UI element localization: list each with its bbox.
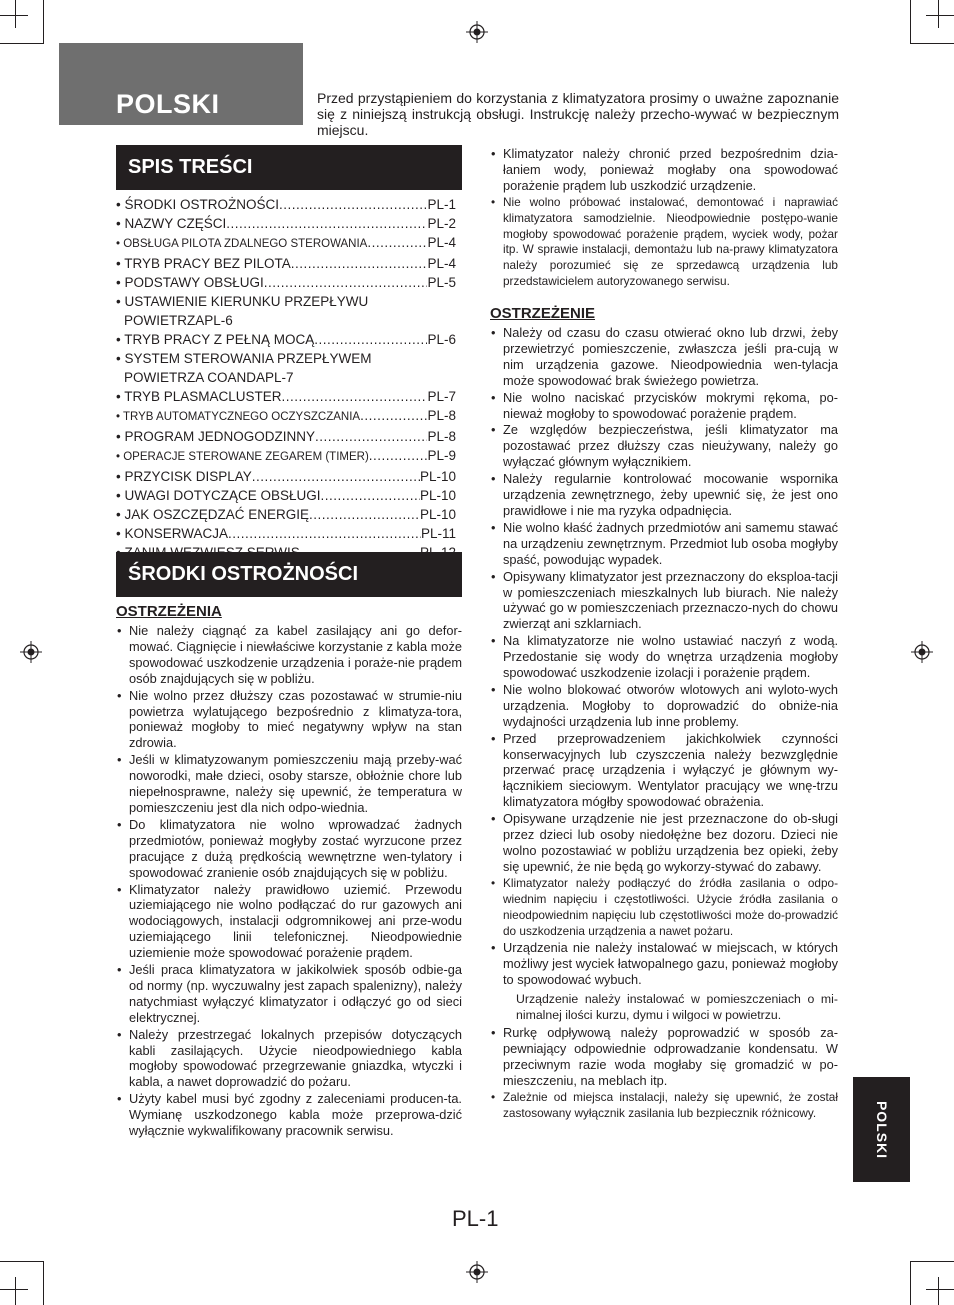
list-item: • Użyty kabel musi być zgodny z zaleceniami producen-ta. Wymianę uszkodzonego kabla może przeprowa-dzić wyłącznie wykwalifikowany pracownik serwisu. — [116, 1091, 462, 1139]
list-item: • Opisywane urządzenie nie jest przeznaczone do ob-sługi przez dzieci lub osoby niedołężne bez dozoru. Dzieci nie wolno pozostawiać w pobliżu urządzenia bez opieki, żeby się upewnić, że nie będą go wykorzy-stywać do zabawy. — [490, 811, 838, 875]
list-item: • Przed przeprowadzeniem jakichkolwiek czynności konserwacyjnych lub czyszczenia należy bezwzględnie przerwać pracę urządzenia i wyłączyć je głównym wy-łącznikiem sieciowym. Wentylator pracujący we wnę-trzu klimatyzatora mógłby spowodować obrażenia. — [490, 731, 838, 811]
toc-item-label: • TRYB PLASMACLUSTER — [116, 389, 282, 404]
toc-item — [116, 330, 456, 349]
toc-item — [116, 486, 456, 505]
toc-page: PL-5 — [427, 275, 456, 290]
toc-leader — [282, 387, 428, 406]
toc-item — [116, 446, 456, 467]
toc-page: PL-4 — [427, 256, 456, 271]
list-item: • Klimatyzator należy prawidłowo uziemić. Przewodu uziemiającego nie wolno podłączać do rur gazowych ani wodociągowych, instalacji odgromnikowej ani prze-wodu uziemiającego linii telefonicznej. Nieodpowiednie uziemienie może spowodować porażenie prądem. — [116, 882, 462, 962]
toc-leader — [315, 427, 427, 446]
toc-item-label: • TRYB PRACY Z PEŁNĄ MOCĄ — [116, 332, 315, 347]
caution-note: Urządzenie należy instalować w pomieszczeniach o mi-nimalnej ilości kurzu, dymu i wilgoci w powietrzu. — [516, 992, 838, 1023]
registration-mark-icon — [20, 641, 42, 663]
toc-item — [116, 214, 456, 233]
toc-item — [116, 505, 456, 524]
toc-page: PL-8 — [427, 408, 456, 423]
toc-item-label: • PROGRAM JEDNOGODZINNY — [116, 429, 315, 444]
toc-item-label: • OPERACJE STEROWANE ZEGAREM (TIMER) — [116, 451, 369, 463]
toc-item — [116, 195, 456, 214]
list-item: • Zależnie od miejsca instalacji, należy się upewnić, że został zastosowany wyłącznik zasilania lub bezpiecznik różnicowy. — [490, 1090, 838, 1122]
list-item: • Klimatyzator należy chronić przed bezpośrednim dzia-łaniem wody, ponieważ mogłaby ona spowodować porażenie prądem lub uszkodzić urządzenie. — [490, 146, 838, 194]
toc-item-label: • KONSERWACJA — [116, 526, 228, 541]
toc-item — [116, 254, 456, 273]
toc-leader — [264, 273, 428, 292]
toc-page: PL-10 — [419, 488, 456, 503]
toc-page: PL-2 — [427, 216, 456, 231]
toc-leader — [309, 505, 420, 524]
list-item: • Opisywany klimatyzator jest przeznaczony do eksploa-tacji w pomieszczeniach mieszkalnych lub biurach. Nie należy używać go w pomieszczeniach przeznaczo-nych do chowu zwierząt ani szklarniach. — [490, 569, 838, 633]
toc-heading: SPIS TREŚCI — [116, 145, 462, 190]
warnings-list — [116, 623, 462, 1140]
warnings-heading: OSTRZEŻENIA — [116, 603, 222, 620]
crop-mark — [910, 1261, 954, 1262]
crop-mark — [938, 1277, 939, 1305]
toc-leader — [321, 486, 420, 505]
registration-mark-icon — [466, 21, 488, 43]
toc-item-label: POWIETRZA — [124, 313, 205, 328]
toc-item-label: • OBSŁUGA PILOTA ZDALNEGO STEROWANIA — [116, 238, 368, 250]
toc-item-label: • NAZWY CZĘŚCI — [116, 216, 227, 231]
toc-item — [116, 406, 456, 427]
crop-mark — [938, 0, 939, 28]
toc-item-label: • PODSTAWY OBSŁUGI — [116, 275, 264, 290]
toc-item — [116, 467, 456, 486]
crop-mark — [43, 1261, 44, 1305]
toc-page: PL-6 — [204, 313, 233, 328]
toc-leader — [314, 330, 427, 349]
toc-page: PL-10 — [419, 507, 456, 522]
toc-leader — [291, 254, 428, 273]
crop-mark — [15, 0, 16, 28]
toc-leader — [279, 195, 427, 214]
toc-item — [116, 524, 456, 543]
list-item: • Nie wolno próbować instalować, demontować i naprawiać klimatyzatora samodzielnie. Nieodpowiednie postępo-wanie mogłoby spowodować porażenie prądem, wyciek wody, pożar itp. W sprawie instalacji, demontażu lub na-prawy klimatyzatora należy porozumieć się ze sprzedawcą urządzenia lub przedstawicielem autoryzowanego serwisu. — [490, 195, 838, 290]
intro-paragraph: Przed przystąpieniem do korzystania z klimatyzatora prosimy o uważne zapoznanie się z niniejszą instrukcją obsługi. Instrukcję należy przecho-wywać w bezpiecznym miejscu. — [317, 90, 839, 138]
toc-leader — [252, 467, 420, 486]
list-item: • Nie wolno naciskać przycisków mokrymi rękoma, po-nieważ mogłoby to spowodować porażenie prądem. — [490, 390, 838, 422]
list-item: • Należy przestrzegać lokalnych przepisów dotyczących kabli zasilających. Użycie nieodpowiedniego kabla mogłoby spowodować przegrzewanie gniazdka, wtyczki i kabla, a nawet doprowadzić do pożaru. — [116, 1027, 462, 1091]
toc-page: PL-7 — [265, 370, 294, 385]
toc-page: PL-10 — [419, 469, 456, 484]
crop-mark — [0, 15, 28, 16]
list-item: • Nie wolno przez dłuższy czas pozostawać w strumie-niu powietrza wylatującego bezpośrednio z klimatyza-tora, ponieważ mogłoby to mieć negatywny wpływ na stan zdrowia. — [116, 688, 462, 752]
list-item: • Klimatyzator należy podłączyć do źródła zasilania o odpo-wiednim napięciu i częstotliwości. Użycie źródła zasilania o nieodpowiednim napięciu lub częstotliwości może do-prowadzić do uszkodzenia urządzenia a nawet pożaru. — [490, 876, 838, 940]
toc-page: PL-9 — [427, 448, 456, 463]
cautions-list — [490, 325, 838, 1122]
toc-page: PL-1 — [427, 197, 456, 212]
toc-item — [116, 387, 456, 406]
crop-mark — [910, 43, 954, 44]
toc-page: PL-7 — [427, 389, 456, 404]
toc-item — [116, 427, 456, 446]
list-item: • Nie wolno kłaść żadnych przedmiotów ani samemu stawać na urządzeniu zewnętrznym. Przedmiot lub osoba mogłyby spaść, powodując wypadek. — [490, 520, 838, 568]
registration-mark-icon — [466, 1261, 488, 1283]
toc-item-label: • PRZYCISK DISPLAY — [116, 469, 252, 484]
toc-leader — [369, 446, 428, 465]
toc-item-label: • JAK OSZCZĘDZAĆ ENERGIĘ — [116, 507, 310, 522]
toc-item-label: • USTAWIENIE KIERUNKU PRZEPŁYWU — [116, 294, 369, 309]
toc-leader — [367, 233, 427, 252]
toc-item — [116, 233, 456, 254]
toc-leader — [226, 214, 427, 233]
list-item: • Urządzenia nie należy instalować w miejscach, w których możliwy jest wyciek łatwopalnego gazu, ponieważ mogłoby to spowodować wybuch. Urządzenie należy instalować w pomieszczeniach o mi-nimalnej ilości kurzu, dymu i wilgoci w powietrzu. — [490, 940, 838, 1024]
precautions-heading: ŚRODKI OSTROŻNOŚCI — [116, 552, 462, 597]
toc-item-label: • TRYB PRACY BEZ PILOTA — [116, 256, 291, 271]
crop-mark — [43, 0, 44, 44]
toc-page: PL-8 — [427, 429, 456, 444]
warnings-list-continued — [490, 146, 838, 291]
crop-mark — [926, 1289, 954, 1290]
crop-mark — [926, 15, 954, 16]
toc-leader — [228, 524, 421, 543]
list-item: • Rurkę odpływową należy poprowadzić w sposób za-pewniający odpowiednie odprowadzanie kondensatu. W przeciwnym razie woda mogłaby się gromadzić w po-mieszczeniu, na meblach itp. — [490, 1025, 838, 1089]
list-item: • Nie należy ciągnąć za kabel zasilający ani go defor-mować. Ciągnięcie i niewłaściwe korzystanie z kabla może spowodować uszkodzenie urządzenia i poraże-nie prądem osób znajdujących się w pobliżu. — [116, 623, 462, 687]
list-item: • Należy od czasu do czasu otwierać okno lub drzwi, żeby przewietrzyć pomieszczenie, zwłaszcza jeśli pra-cują w nim urządzenia gazowe. Nieodpowiednia wen-tylacja może spowodować brak świeżego powietrza. — [490, 325, 838, 389]
toc-item-label: • ŚRODKI OSTROŻNOŚCI — [116, 197, 279, 212]
language-title: POLSKI — [116, 89, 220, 119]
toc-item — [116, 292, 456, 330]
list-item: • Jeśli w klimatyzowanym pomieszczeniu mają przeby-wać noworodki, małe dzieci, osoby starsze, obłożnie chore lub niepełnosprawne, należy się upewnić, że temperatura w pomieszczeniu jest dla nich odpo-wiednia. — [116, 752, 462, 816]
page-number: PL-1 — [452, 1206, 499, 1231]
list-item: • Nie wolno blokować otworów wlotowych ani wyloto-wych urządzenia. Mogłoby to doprowadzić do obniże-nia wydajności urządzenia lub inne problemy. — [490, 682, 838, 730]
toc-item-label: • TRYB AUTOMATYCZNEGO OCZYSZCZANIA — [116, 411, 361, 423]
toc-item — [116, 273, 456, 292]
list-item: • Na klimatyzatorze nie wolno ustawiać naczyń z wodą. Przedostanie się wody do wnętrza urządzenia mogłoby spowodować uszkodzenie izolacji i porażenie prądem. — [490, 633, 838, 681]
toc-item-label: • SYSTEM STEROWANIA PRZEPŁYWEM — [116, 351, 372, 366]
toc-page: PL-4 — [427, 235, 456, 250]
caution-heading: OSTRZEŻENIE — [490, 305, 596, 322]
toc-item-label: POWIETRZA COANDA — [124, 370, 266, 385]
crop-mark — [0, 43, 44, 44]
list-item: • Jeśli praca klimatyzatora w jakikolwiek sposób odbie-ga od normy (np. wyczuwalny jest zapach spalenizny), należy natychmiast wyłączyć klimatyzator i odłączyć go od sieci elektrycznej. — [116, 962, 462, 1026]
side-tab-label-wrapper — [853, 1077, 910, 1182]
list-item: • Do klimatyzatora nie wolno wprowadzać żadnych przedmiotów, ponieważ mogłyby zostać wyrzucone przez pracujące z dużą prędkością wewnętrzne wen-tylatory i spowodować zranienie osób znajdujących się w pobliżu. — [116, 817, 462, 881]
registration-mark-icon — [911, 641, 933, 663]
table-of-contents — [116, 195, 456, 562]
crop-mark — [910, 0, 911, 44]
toc-page: PL-11 — [420, 526, 456, 541]
toc-item-label: • UWAGI DOTYCZĄCE OBSŁUGI — [116, 488, 321, 503]
crop-mark — [910, 1261, 911, 1305]
crop-mark — [0, 1289, 28, 1290]
list-item: • Należy regularnie kontrolować mocowanie wspornika urządzenia zewnętrznego, żeby upewnić się, że jest ono prawidłowe i nie ma ryzyka odpadnięcia. — [490, 471, 838, 519]
side-tab-label: POLSKI — [873, 1100, 890, 1159]
list-item: • Ze względów bezpieczeństwa, jeśli klimatyzator ma pozostawać przez dłuższy czas nieużywany, należy go wyłączać głównym wyłącznikiem. — [490, 422, 838, 470]
crop-mark — [15, 1277, 16, 1305]
toc-leader — [360, 406, 427, 425]
toc-item — [116, 349, 456, 387]
toc-page: PL-6 — [427, 332, 456, 347]
crop-mark — [0, 1261, 44, 1262]
